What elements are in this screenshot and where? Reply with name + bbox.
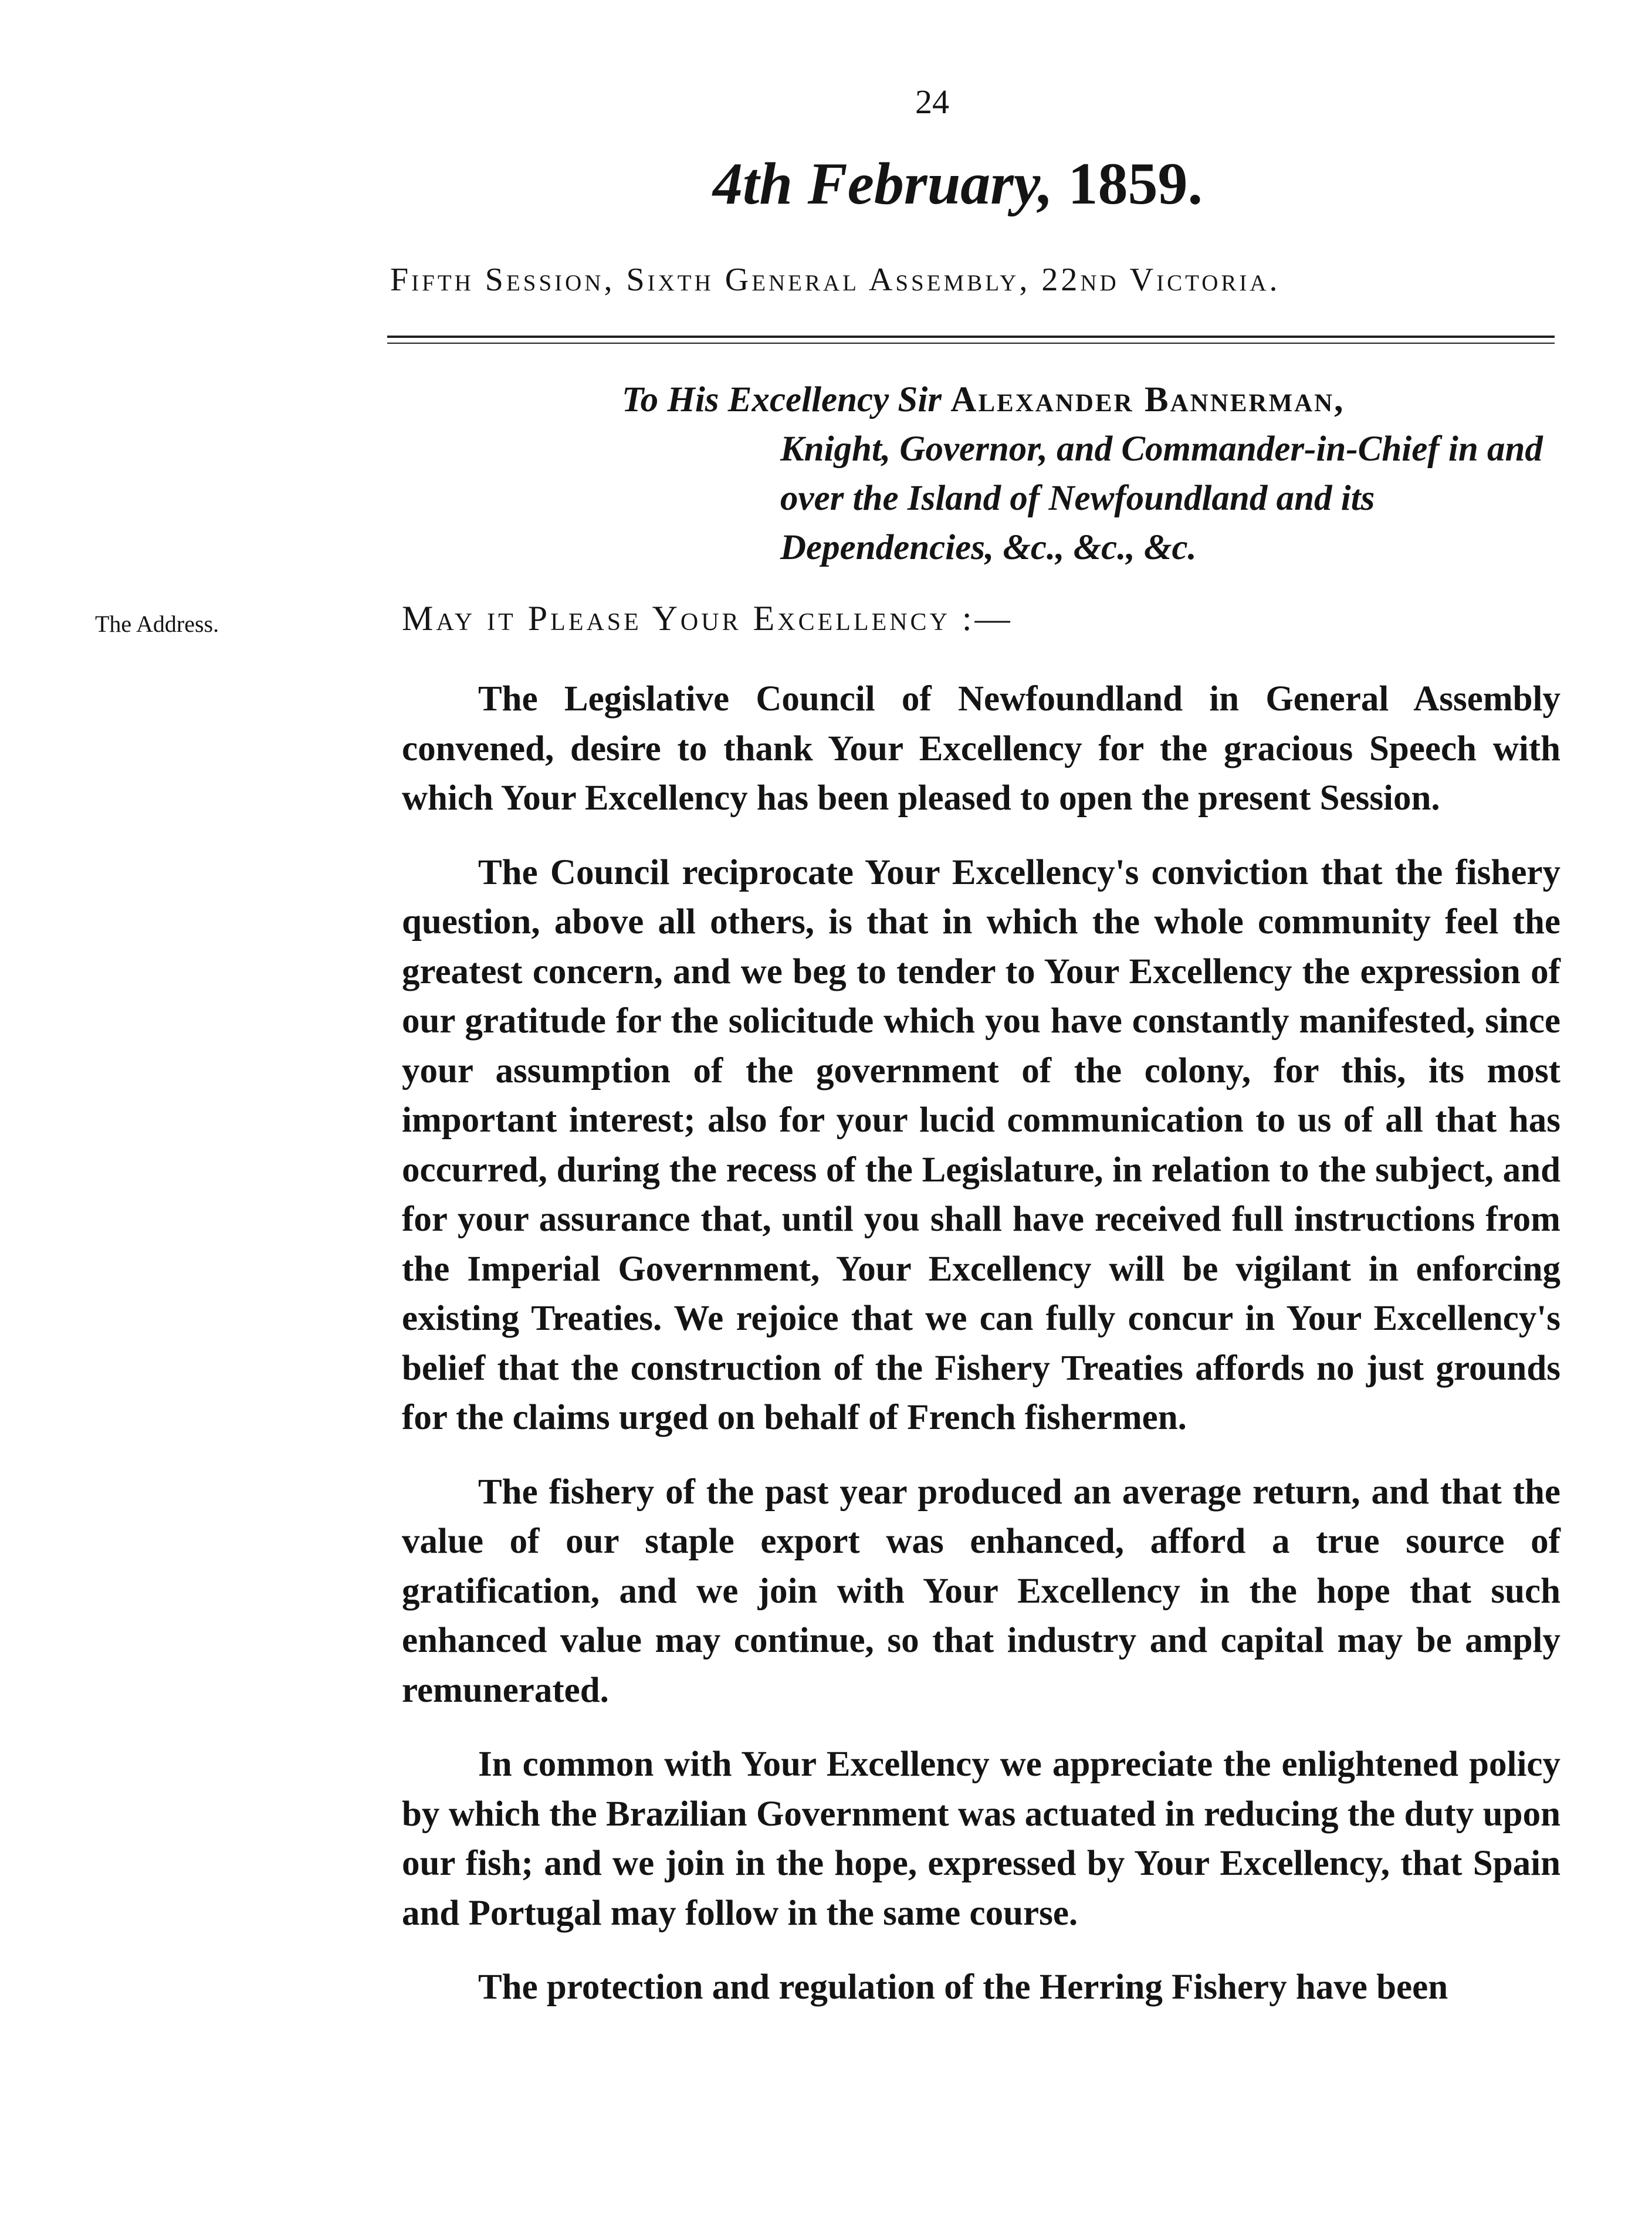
double-rule-bottom: [387, 343, 1555, 344]
date-heading: [713, 150, 1203, 218]
date-day-month: 4th February,: [713, 151, 1053, 217]
page-number: 24: [915, 83, 949, 121]
address-first-line: [622, 375, 1555, 425]
double-rule-top: [387, 336, 1555, 338]
paragraph: The Legislative Council of Newfoundland in General Assembly convened, desire to thank Your Excellency for the gracious Speech with which Your Excellency has been pleased to open the present Session.: [402, 679, 1560, 818]
salutation: May it Please Your Excellency :—: [402, 599, 1013, 638]
address-block: [622, 375, 1555, 573]
paragraph: The Council reciprocate Your Excellency's conviction that the fishery question, above all others, is that in which the whole community feel the greatest concern, and we beg to tender to Your Excellency the expression of our gratitude for the solicitude which you have constantly manifested, since your assumption of the government of the colony, for this, its most important interest; also for your lucid communication to us of all that has occurred, during the recess of the Legislature, in relation to the subject, and for your assurance that, until you shall have received full instructions from the Imperial Government, Your Excellency will be vigilant in enforcing existing Treaties. We rejoice that we can fully concur in Your Excellency's belief that the construction of the Fishery Treaties affords no just grounds for the claims urged on behalf of French fishermen.: [402, 852, 1560, 1437]
margin-note: The Address.: [95, 611, 219, 637]
date-year: 1859.: [1068, 151, 1203, 217]
paragraph: In common with Your Excellency we appreciate the enlightened policy by which the Brazilian Government was actuated in reducing the duty upon our fish; and we join in the hope, expressed by Your Excellency, that Spain and Portugal may follow in the same course.: [402, 1745, 1560, 1933]
session-line: Fifth Session, Sixth General Assembly, 22nd Victoria.: [390, 262, 1281, 298]
paragraph: The fishery of the past year produced an average return, and that the value of our staple export was enhanced, afford a true source of gratification, and we join with Your Excellency in the hope that such enhanced value may continue, so that industry and capital may be amply remunerated.: [402, 1472, 1560, 1710]
paragraph: The protection and regulation of the Herring Fishery have been: [478, 1968, 1448, 2007]
address-titles: Knight, Governor, and Commander-in-Chief in and over the Island of Newfoundland and its Dependencies, &c., &c., &c.: [780, 429, 1543, 567]
body-text: [402, 675, 1560, 2037]
governor-name: Alexander Bannerman,: [950, 380, 1345, 419]
address-prefix: To His Excellency Sir: [622, 380, 942, 419]
